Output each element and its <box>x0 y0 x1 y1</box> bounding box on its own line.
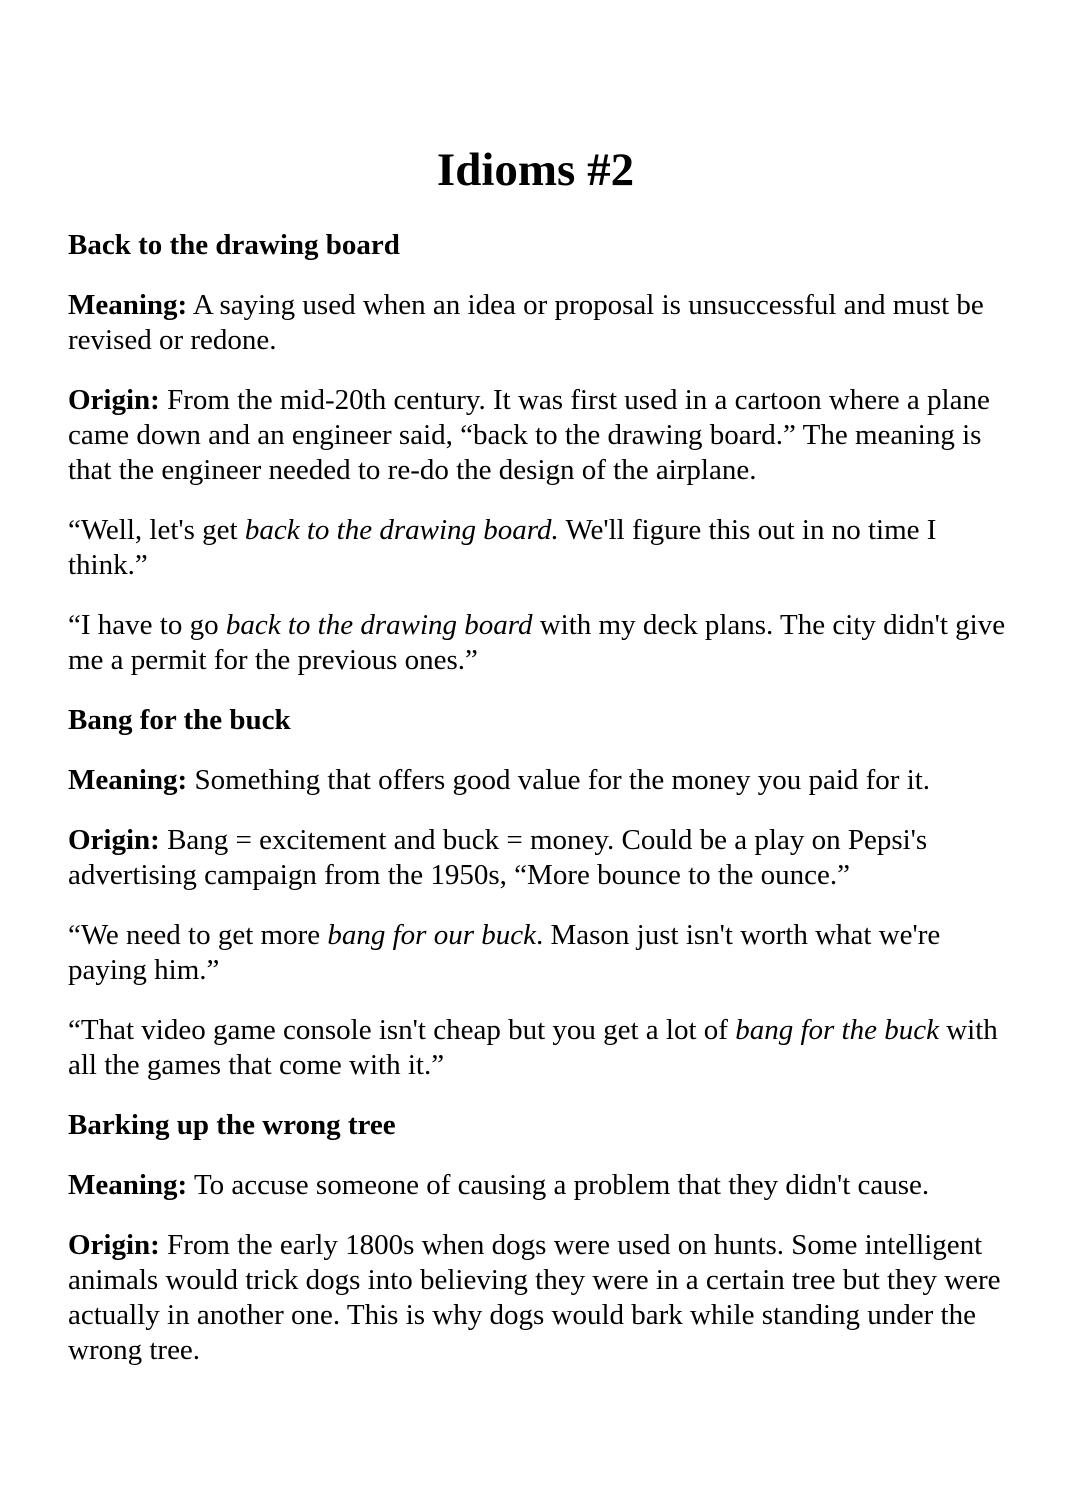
origin-label: Origin: <box>68 384 160 416</box>
origin-text: From the mid-20th century. It was first used in a cartoon where a plane came down and an engineer said, “back to the drawing board.” The meaning is that the engineer needed to re-do the design of the airplane. <box>68 384 990 486</box>
meaning-text: Something that offers good value for the money you paid for it. <box>194 764 931 796</box>
origin-paragraph <box>68 823 1018 893</box>
example-after: . Mason just isn't worth what we're paying him.” <box>68 919 941 986</box>
origin-label: Origin: <box>68 824 160 856</box>
example-after: with all the games that come with it.” <box>68 1014 998 1081</box>
example-idiom: back to the drawing board. <box>244 514 559 546</box>
idiom-heading: Barking up the wrong tree <box>68 1109 396 1141</box>
example-sentence <box>68 513 1018 583</box>
origin-paragraph <box>68 383 1018 488</box>
meaning-paragraph <box>68 288 1018 358</box>
origin-paragraph <box>68 1228 1018 1368</box>
example-after: with my deck plans. The city didn't give me a permit for the previous ones.” <box>68 609 1006 676</box>
example-sentence <box>68 608 1018 678</box>
example-before: “That video game console isn't cheap but you get a lot of <box>68 1014 736 1046</box>
meaning-label: Meaning: <box>68 1169 188 1201</box>
meaning-label: Meaning: <box>68 289 188 321</box>
idioms-content <box>68 228 1018 1393</box>
example-idiom: bang for the buck <box>735 1014 939 1046</box>
example-idiom: back to the drawing board <box>225 609 533 641</box>
example-before: “Well, let's get <box>68 514 245 546</box>
meaning-text: To accuse someone of causing a problem that they didn't cause. <box>193 1169 930 1201</box>
idiom-heading: Back to the drawing board <box>68 229 400 261</box>
idiom-heading: Bang for the buck <box>68 704 291 736</box>
origin-text: Bang = excitement and buck = money. Could be a play on Pepsi's advertising campaign from the 1950s, “More bounce to the ounce.” <box>68 824 928 891</box>
origin-text: From the early 1800s when dogs were used on hunts. Some intelligent animals would trick dogs into believing they were in a certain tree but they were actually in another one. This is why dogs would bark while standing under the wrong tree. <box>68 1229 1001 1366</box>
meaning-paragraph <box>68 1168 1018 1203</box>
example-before: “We need to get more <box>68 919 328 951</box>
example-idiom: bang for our buck <box>327 919 536 951</box>
origin-label: Origin: <box>68 1229 160 1261</box>
page-title: Idioms #2 <box>436 144 635 196</box>
meaning-paragraph <box>68 763 1018 798</box>
meaning-label: Meaning: <box>68 764 188 796</box>
example-sentence <box>68 918 1018 988</box>
example-before: “I have to go <box>68 609 226 641</box>
example-sentence <box>68 1013 1018 1083</box>
meaning-text: A saying used when an idea or proposal is unsuccessful and must be revised or redone. <box>68 289 984 356</box>
example-after: We'll figure this out in no time I think.” <box>68 514 937 581</box>
